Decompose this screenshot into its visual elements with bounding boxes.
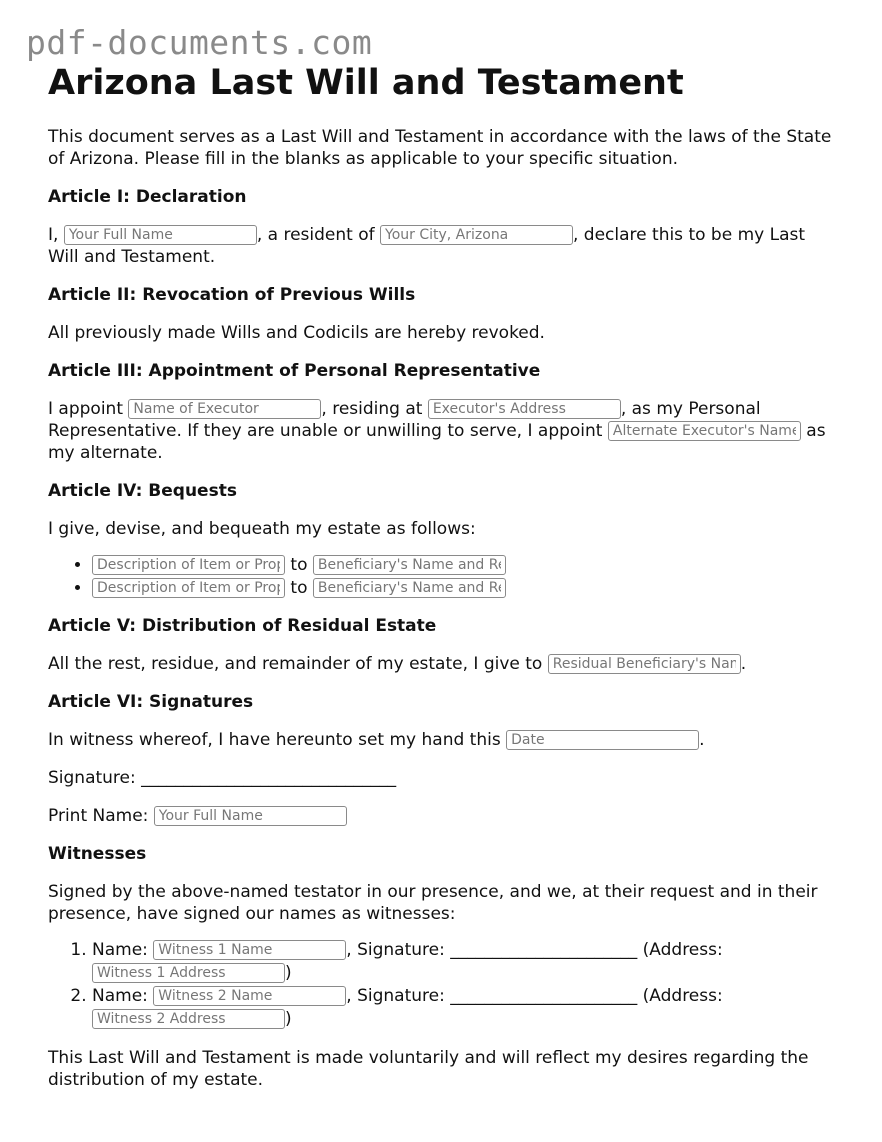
witness-1-name-input[interactable] <box>153 940 346 960</box>
signature-line: Signature: ______________________________ <box>48 768 397 788</box>
watermark: pdf-documents.com <box>26 23 373 62</box>
witness-2-name-input[interactable] <box>153 986 346 1006</box>
witnesses-heading: Witnesses <box>48 844 147 864</box>
article-3-heading: Article III: Appointment of Personal Representative <box>48 361 541 381</box>
page-title: Arizona Last Will and Testament <box>48 63 684 103</box>
article-4-heading: Article IV: Bequests <box>48 481 237 501</box>
article-6-text: In witness whereof, I have hereunto set my hand this Date . <box>48 729 838 751</box>
bequest-beneficiary-input[interactable] <box>313 555 506 575</box>
article-2-heading: Article II: Revocation of Previous Wills <box>48 285 416 305</box>
executor-name-input[interactable] <box>128 399 321 419</box>
residual-beneficiary-input[interactable] <box>548 654 741 674</box>
print-name-input[interactable] <box>154 806 347 826</box>
date-input[interactable] <box>506 730 699 750</box>
intro-text: This document serves as a Last Will and Testament in accordance with the laws of the State of Arizona. Please fill in the blanks as applicable to your specific situation. <box>48 127 832 169</box>
bequest-list <box>48 554 838 599</box>
article-3-text: I appoint Name of Executor , residing at Executor's Address , as my Personal Representative. If they are unable or unwilling to serve, I appoint Alternate Executor's Name as my alternate. <box>48 398 838 464</box>
executor-address-input[interactable] <box>428 399 621 419</box>
article-5-heading: Article V: Distribution of Residual Estate <box>48 616 437 636</box>
witness-item: 1. Name: Witness 1 Name , Signature: ______________________ (Address: Witness 1 Address) <box>92 939 838 985</box>
article-4-text: I give, devise, and bequeath my estate as follows: <box>48 519 476 539</box>
bequest-beneficiary-input[interactable] <box>313 578 506 598</box>
witness-item: 2. Name: Witness 2 Name , Signature: ______________________ (Address: Witness 2 Address) <box>92 985 838 1031</box>
witnesses-text: Signed by the above-named testator in our presence, and we, at their request and in their presence, have signed our names as witnesses: <box>48 882 818 924</box>
witness-list <box>48 939 838 1031</box>
article-1-heading: Article I: Declaration <box>48 187 247 207</box>
bequest-item: Description of Item or Property • to Beneficiary's Name and Relationship <box>92 577 838 599</box>
article-1-text: I, Your Full Name , a resident of Your City, Arizona , declare this to be my Last Will and Testament. <box>48 224 838 268</box>
alternate-executor-input[interactable] <box>608 421 801 441</box>
witness-1-address-input[interactable] <box>92 963 285 983</box>
bequest-item-input[interactable] <box>92 578 285 598</box>
witness-2-address-input[interactable] <box>92 1009 285 1029</box>
testator-city-input[interactable] <box>380 225 573 245</box>
article-6-heading: Article VI: Signatures <box>48 692 254 712</box>
article-5-text: All the rest, residue, and remainder of my estate, I give to Residual Beneficiary's Name . <box>48 653 838 675</box>
closing-text: This Last Will and Testament is made voluntarily and will reflect my desires regarding the distribution of my estate. <box>48 1048 809 1090</box>
document-page <box>48 62 838 1091</box>
print-name-row: Print Name: Your Full Name <box>48 805 838 827</box>
article-2-text: All previously made Wills and Codicils are hereby revoked. <box>48 323 545 343</box>
testator-name-input[interactable] <box>64 225 257 245</box>
bequest-item-input[interactable] <box>92 555 285 575</box>
bequest-item: Description of Item or Property • to Beneficiary's Name and Relationship <box>92 554 838 576</box>
